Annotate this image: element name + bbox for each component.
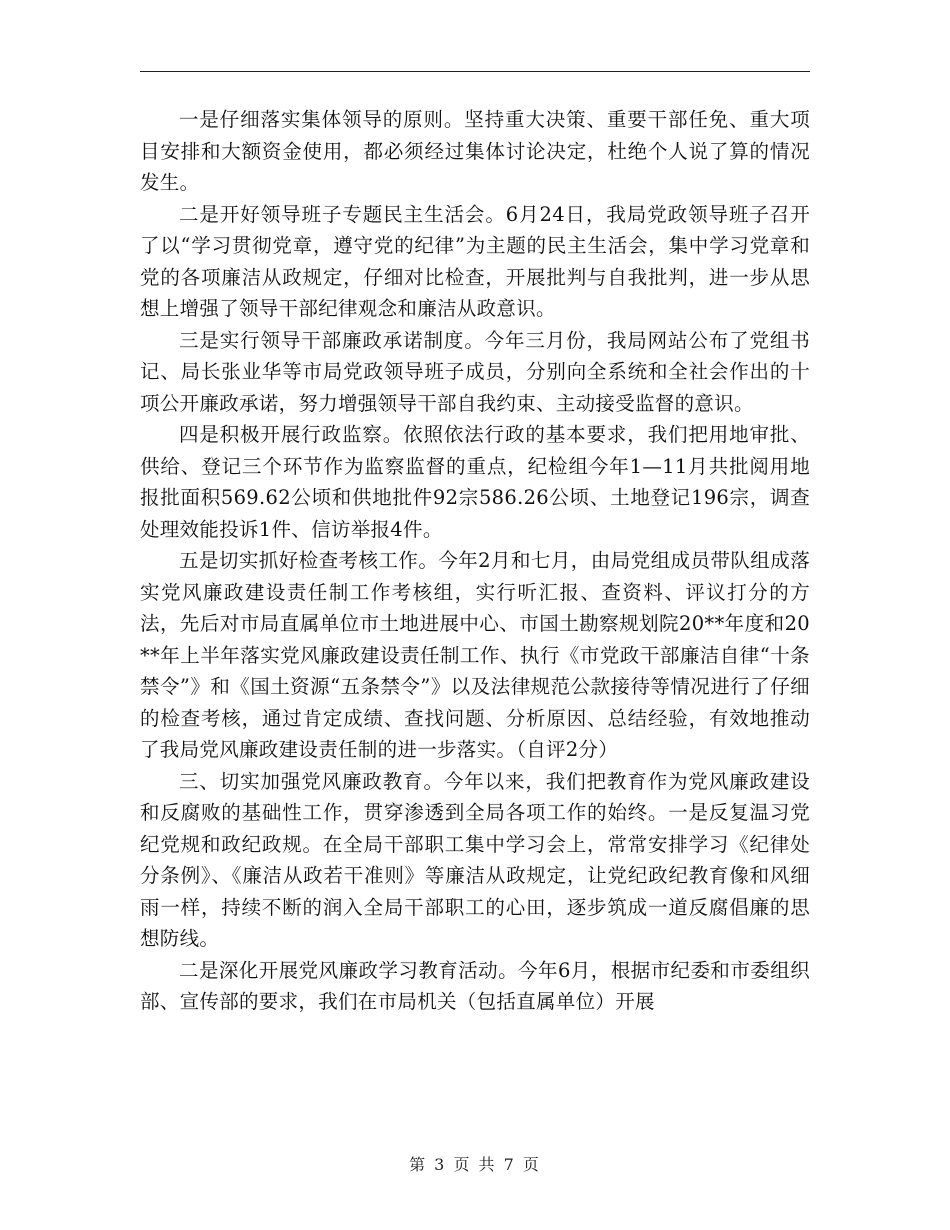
paragraph-integrity-pledge: 三是实行领导干部廉政承诺制度。今年三月份，我局网站公布了党组书记、局长张业华等市局党政领导班子成员，分别向全系统和全社会作出的十项公开廉政承诺，努力增强领导干部自我约束、主动接受监督的意识。 [140,328,810,415]
paragraph-administrative-supervision: 四是积极开展行政监察。依照依法行政的基本要求，我们把用地审批、供给、登记三个环节作为监察监督的重点，纪检组今年1—11月共批阅用地报批面积569.62公顷和供地批件92宗586.26公顷、土地登记196宗，调查处理效能投诉1件、信访举报4件。 [140,423,810,541]
paragraph-integrity-education: 三、切实加强党风廉政教育。今年以来，我们把教育作为党风廉政建设和反腐败的基础性工作，贯穿渗透到全局各项工作的始终。一是反复温习党纪党规和政纪政规。在全局干部职工集中学习会上，常常安排学习《纪律处分条例》、《廉洁从政若干准则》等廉洁从政规定，让党纪政纪教育像和风细雨一样，持续不断的润入全局干部职工的心田，逐步筑成一道反腐倡廉的思想防线。 [140,769,810,950]
page-number-footer: 第 3 页 共 7 页 [409,1155,541,1174]
paragraph-inspection-assessment: 五是切实抓好检查考核工作。今年2月和七月，由局党组成员带队组成落实党风廉政建设责任制工作考核组，实行听汇报、查资料、评议打分的方法，先后对市局直属单位市土地进展中心、市国土勘察规划院20**年度和20**年上半年落实党风廉政建设责任制工作、执行《市党政干部廉洁自律“十条禁令”》和《国土资源“五条禁令”》以及法律规范公款接待等情况进行了仔细的检查考核，通过肯定成绩、查找问题、分析原因、总结经验，有效地推动了我局党风廉政建设责任制的进一步落实。（自评2分） [140,549,810,761]
body-text [140,104,810,1018]
header-rule [140,71,810,72]
paragraph-democratic-life-meeting: 二是开好领导班子专题民主生活会。6月24日，我局党政领导班子召开了以“学习贯彻党章，遵守党的纪律”为主题的民主生活会，集中学习党章和党的各项廉洁从政规定，仔细对比检查，开展批判与自我批判，进一步从思想上增强了领导干部纪律观念和廉洁从政意识。 [140,202,810,320]
paragraph-study-activities: 二是深化开展党风廉政学习教育活动。今年6月，根据市纪委和市委组织部、宣传部的要求，我们在市局机关（包括直属单位）开展 [140,958,810,1013]
paragraph-collective-leadership: 一是仔细落实集体领导的原则。坚持重大决策、重要干部任免、重大项目安排和大额资金使用，都必须经过集体讨论决定，杜绝个人说了算的情况发生。 [140,108,810,194]
